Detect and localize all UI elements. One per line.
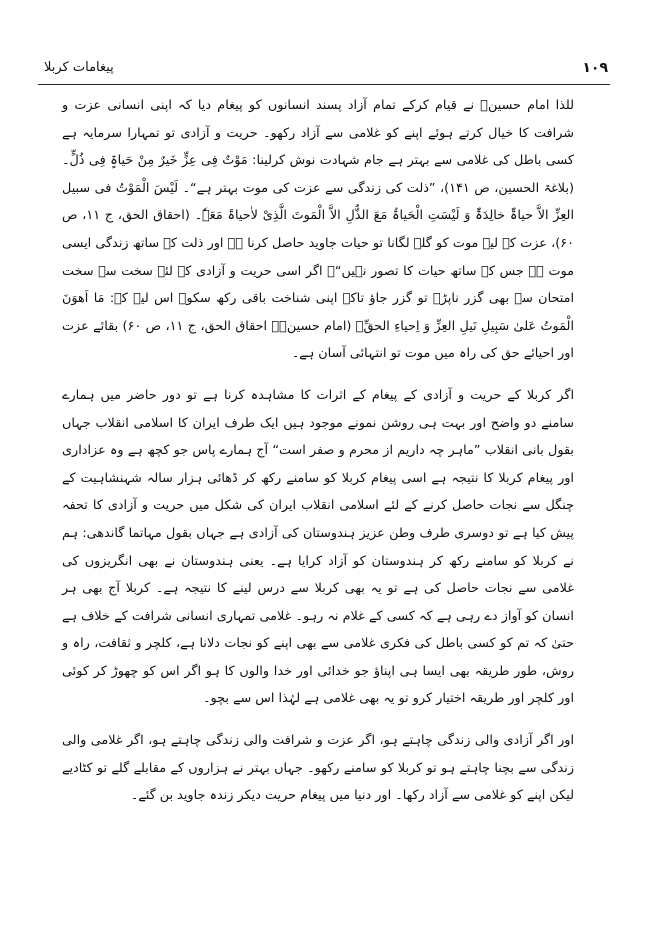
page-header <box>38 58 610 85</box>
page-body <box>62 92 574 910</box>
paragraph-3: اور اگر آزادی والی زندگی چاہتے ہو، اگر عزت و شرافت والی زندگی چاہتے ہو، اگر غلامی والی زندگی سے بچنا چاہتے ہو تو کربلا کو سامنے رکھو۔ جہاں بہتر نے ہزاروں کے مقابلے گلے تو کٹادیے لیکن اپنے کو غلامی سے آزاد رکھا۔ اور دنیا میں پیغام حریت دیکر زندہ جاوید بن گئے۔ <box>62 733 574 804</box>
paragraph-2: اگر کربلا کے حریت و آزادی کے پیغام کے اثرات کا مشاہدہ کرنا ہے تو دور حاضر میں ہمارے سامنے دو واضح اور بہت ہی روشن نمونے موجود ہیں ایک طرف ایران کا اسلامی انقلاب جہاں بقول بانی انقلاب ”ماہر چہ داریم از محرم و صفر است“ آج ہمارے پاس جو کچھ ہے وہ عزاداری اور پیغام کربلا کا نتیجہ ہے اسی پیغام کربلا کو سامنے رکھ کر ڈھائی ہزار سالہ شہنشاہیت کے چنگل سے نجات حاصل کرنے کے لئے اسلامی انقلاب ایران کی شکل میں حریت و آزادی کا تحفہ پیش کیا ہے تو دوسری طرف وطن عزیز ہندوستان کی آزادی ہے جہاں بقول مہاتما گاندھی: ہم نے کربلا کو سامنے رکھ کر ہندوستان کو آزاد کرایا ہے۔ یعنی ہندوستان نے بھی انگریزوں کی غلامی سے نجات حاصل کی ہے تو یہ بھی کربلا سے درس لینے کا نتیجہ ہے۔ کربلا آج بھی ہر انسان کو آواز دے رہی ہے کہ کسی کے غلام نہ رہو۔ غلامی تمہاری انسانی شرافت کے خلاف ہے حتیٰ کہ تم کو کسی باطل کی فکری غلامی سے بھی اپنے کو نجات دلانا ہے، کلچر و ثقافت، راہ و روش، طور طریقہ بھی ایسا ہی اپناؤ جو خدائی اور خدا والوں کا ہو اگر اس کو چھوڑ کر کوئی اور کلچر اور طریقہ اختیار کرو تو یہ بھی غلامی ہے لہٰذا اس سے بچو۔ <box>62 387 574 707</box>
page-number: ۱۰۹ <box>582 60 608 76</box>
paragraph-1: للذا امام حسینؑ نے قیام کرکے تمام آزاد پسند انسانوں کو پیغام دیا کہ اپنی انسانی عزت و شرافت کا خیال کرتے ہوئے اپنے کو غلامی سے آزاد رکھو۔ حریت و آزادی تو تمہارا سرمایہ ہے کسی باطل کی غلامی سے بہتر ہے جام شہادت نوش کرلینا: مَوْتٌ فِی عِزٍّ خَیرٌ مِنْ حَیاۃٍ فِی ذُلٍّ۔ (بلاغۃ الحسین، ص ۱۴۱)، ”ذلت کی زندگی سے عزت کی موت بہتر ہے“۔ لَیْسَ الْمَوْتُ فی سبیل العِزِّ الاَّ حیاۃٌ خالِدَۃٌ وَ لَیْسَتِ الْحَیاۃُ مَعَ الذُّلِ الاَّ الْمَوتَ الَّذِیْ لاٰحیاۃَ مَعَہٗ۔ (احقاق الحق، ج ۱۱، ص ۶۰)، عزت کے لیے موت کو گلے لگانا تو حیات جاوید حاصل کرنا ہے اور ذلت کے ساتھ زندگی ایسی موت ہے جس کے ساتھ حیات کا تصور نہیں“۔ اگر اسی حریت و آزادی کے لئے سخت سے سخت امتحان سے بھی گزر ناپڑے تو گزر جاؤ تاکہ اپنی شناخت باقی رکھ سکو۔ اس لیے کہ: مَا اَھوَنَ الْمَوتُ عَلیٰ سَبِیلِ نَیلِ العِزِّ وَ اِحیاءِ الحقِّ۔ (امام حسینؑ۔ احقاق الحق، ج ۱۱، ص ۶۰) بقائے عزت اور احیائے حق کی راہ میں موت تو انتہائی آسان ہے۔ <box>62 98 574 362</box>
running-header-title: پیغامات کربلا <box>44 60 114 75</box>
